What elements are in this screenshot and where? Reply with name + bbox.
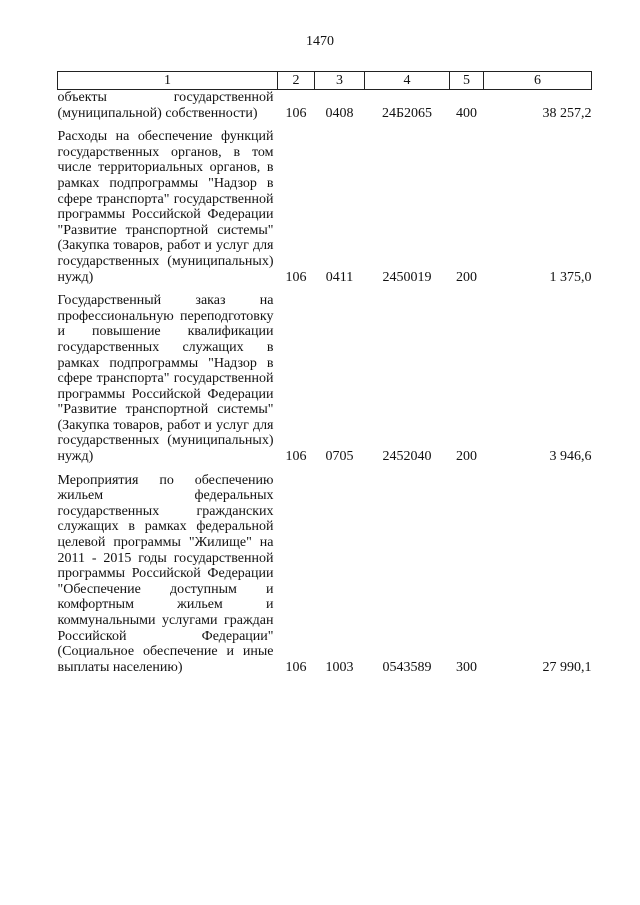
row-col2: 106 — [285, 269, 307, 285]
header-col-4: 4 — [365, 72, 450, 90]
row-col3: 0705 — [325, 449, 354, 465]
row-col4: 24Б2065 — [381, 105, 433, 121]
row-col2: 106 — [285, 105, 307, 121]
budget-table — [57, 71, 592, 675]
table-row — [58, 90, 592, 122]
row-col2: 106 — [285, 659, 307, 675]
table-row — [58, 465, 592, 676]
row-amount: 38 257,2 — [542, 105, 592, 121]
row-col5: 200 — [456, 449, 477, 465]
row-col3: 0411 — [325, 269, 354, 285]
row-amount: 27 990,1 — [542, 659, 592, 675]
row-col4: 2452040 — [382, 449, 432, 465]
row-col4: 2450019 — [382, 269, 432, 285]
row-description: Государственный заказ на профессиональную переподготовку и повышение квалификации государственных служащих в рамках подпрограммы "Надзор в сфере транспорта" государственной программы Российской Федерации "Развитие транспортной системы" (Закупка товаров, работ и услуг для государственных (муниципальных) нужд) — [57, 293, 274, 465]
header-col-5: 5 — [450, 72, 484, 90]
row-col3: 1003 — [325, 659, 354, 675]
row-col2: 106 — [285, 449, 307, 465]
table-row — [58, 285, 592, 465]
row-col3: 0408 — [325, 105, 354, 121]
row-col5: 300 — [456, 659, 477, 675]
table-row — [58, 121, 592, 285]
table-header-row — [58, 72, 592, 90]
header-col-6: 6 — [484, 72, 592, 90]
header-col-3: 3 — [315, 72, 365, 90]
row-col5: 400 — [456, 105, 477, 121]
row-col4: 0543589 — [382, 659, 432, 675]
row-description: Мероприятия по обеспечению жильем федеральных государственных гражданских служащих в рамках федеральной целевой программы "Жилище" на 2011 - 2015 годы государственной программы Российской Федерации "Обеспечение доступным и комфортным жильем и коммунальными услугами граждан Российской Федерации" (Социальное обеспечение и иные выплаты населению) — [57, 472, 274, 675]
row-description: объекты государственной (муниципальной) собственности) — [57, 90, 274, 121]
row-amount: 3 946,6 — [549, 449, 592, 465]
row-description: Расходы на обеспечение функций государственных органов, в том числе территориальных органов, в рамках подпрограммы "Надзор в сфере транспорта" государственной программы Российской Федерации "Развитие транспортной системы" (Закупка товаров, работ и услуг для государственных (муниципальных) нужд) — [57, 129, 274, 285]
page-number: 1470 — [306, 34, 334, 49]
row-amount: 1 375,0 — [549, 269, 592, 285]
row-col5: 200 — [456, 269, 477, 285]
header-col-2: 2 — [278, 72, 315, 90]
header-col-1: 1 — [58, 72, 278, 90]
